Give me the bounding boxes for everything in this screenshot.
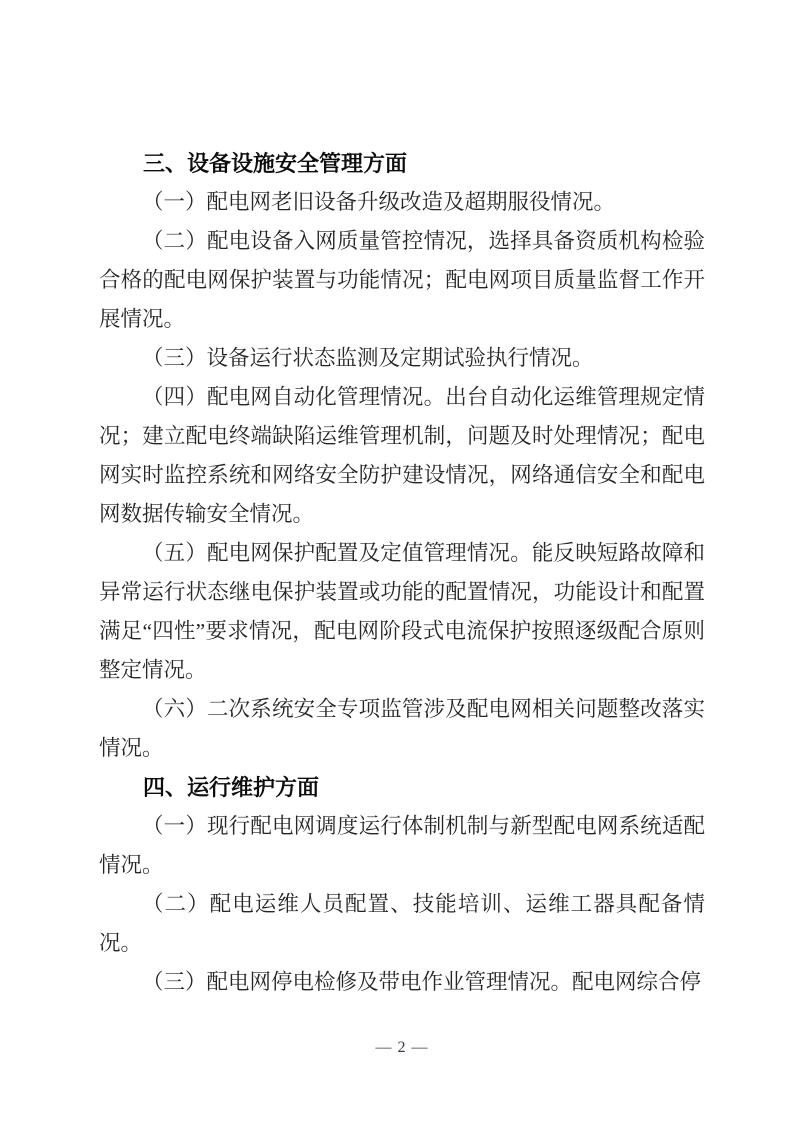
paragraph: （三）设备运行状态监测及定期试验执行情况。 xyxy=(142,346,594,370)
paragraph: （二）配电设备入网质量管控情况，选择具备资质机构检验合格的配电网保护装置与功能情况；配电网项目质量监督工作开展情况。 xyxy=(99,229,705,331)
paragraph: （五）配电网保护配置及定值管理情况。能反映短路故障和异常运行状态继电保护装置或功能的配置情况，功能设计和配置满足“四性”要求情况，配电网阶段式电流保护按照逐级配合原则整定情况。 xyxy=(99,541,705,682)
paragraph: （一）现行配电网调度运行体制机制与新型配电网系统适配情况。 xyxy=(99,814,705,877)
document-content xyxy=(99,144,705,1002)
section-heading-equipment-facility-safety: 三、设备设施安全管理方面 xyxy=(143,151,408,176)
paragraph: （三）配电网停电检修及带电作业管理情况。配电网综合停 xyxy=(142,970,702,994)
paragraph: （六）二次系统安全专项监管涉及配电网相关问题整改落实情况。 xyxy=(99,697,705,760)
paragraph: （四）配电网自动化管理情况。出台自动化运维管理规定情况；建立配电终端缺陷运维管理机制，问题及时处理情况；配电网实时监控系统和网络安全防护建设情况，网络通信安全和配电网数据传输安全情况。 xyxy=(99,385,705,526)
page-number: — 2 — xyxy=(375,1039,429,1056)
paragraph: （二）配电运维人员配置、技能培训、运维工器具配备情况。 xyxy=(99,892,705,955)
paragraph: （一）配电网老旧设备升级改造及超期服役情况。 xyxy=(142,190,616,214)
section-heading-operation-maintenance: 四、运行维护方面 xyxy=(143,775,320,800)
